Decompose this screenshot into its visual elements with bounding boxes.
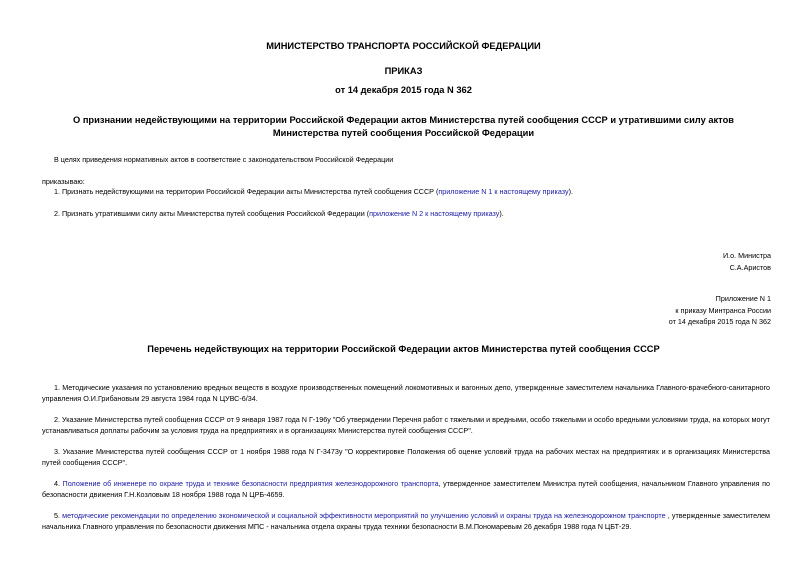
signature-block [723, 250, 771, 273]
appendix-item-3-text: 3. Указание Министерства путей сообщения СССР от 1 ноября 1988 года N Г-3473у "О корректировке Положения об оценке условий труда на рабочих местах на предприятиях и в организациях Министерства путей сообщения СССР". [42, 447, 770, 467]
order-word: приказываю: [42, 177, 85, 186]
signatory-position: И.о. Министра [722, 251, 771, 260]
appendix-title: Перечень недействующих на территории Российской Федерации актов Министерства путей сообщения СССР [147, 344, 660, 354]
appendix-item-5-rest: , утвержденные заместителем начальника Главного управления по безопасности движения МПС - начальника отдела охраны труда техники безопасности В.М.Пономаревым 26 декабря 1988 года N ЦБТ-29. [42, 511, 770, 531]
ministry-heading: МИНИСТЕРСТВО ТРАНСПОРТА РОССИЙСКОЙ ФЕДЕРАЦИИ [266, 41, 541, 51]
appendix-item-1-text: 1. Методические указания по установлению вредных веществ в воздухе производственных помещений локомотивных и вагонных депо, утвержденные заместителем начальника Главного-врачебного-санитарного управления О.И.Грибановым 29 августа 1984 года N ЦУВС-6/34. [42, 383, 770, 403]
appendix-1-link[interactable]: приложение N 1 к настоящему приказу [438, 187, 569, 196]
order-item-1-end: ). [568, 187, 573, 196]
order-date-number: от 14 декабря 2015 года N 362 [335, 85, 472, 95]
order-item-2-end: ). [499, 209, 504, 218]
appendix-item-5-prefix: 5. [54, 511, 63, 520]
appendix-ref-line-3: от 14 декабря 2015 года N 362 [668, 317, 771, 326]
appendix-item-4-rest: , утвержденное заместителем Министра путей сообщения, начальником Главного управления по безопасности движения Г.Н.Козловым 18 ноября 1988 года N ЦРБ-4659. [42, 479, 770, 499]
order-item-2 [54, 208, 774, 219]
appendix-item-3 [42, 446, 770, 468]
order-item-2-text: 2. Признать утратившими силу акты Министерства путей сообщения Российской Федерации ( [54, 209, 370, 218]
intro-paragraph: В целях приведения нормативных актов в соответствие с законодательством Российской Федерации [54, 155, 394, 164]
order-item-1-text: 1. Признать недействующими на территории Российской Федерации акты Министерства путей сообщения СССР ( [54, 187, 439, 196]
appendix-item-5 [42, 510, 770, 532]
appendix-item-4-link[interactable]: Положение об инженере по охране труда и технике безопасности предприятия железнодорожного транспорта [62, 479, 439, 488]
appendix-reference [669, 293, 771, 328]
appendix-item-1 [42, 382, 770, 404]
appendix-ref-line-2: к приказу Минтранса России [675, 305, 771, 315]
appendix-item-5-link[interactable]: методические рекомендации по определению экономической и социальной эффективности мероприятий по улучшению условий и охраны труда на железнодорожном транспорте [62, 511, 666, 520]
doc-type-heading: ПРИКАЗ [384, 66, 423, 76]
appendix-item-2-text: 2. Указание Министерства путей сообщения СССР от 9 января 1987 года N Г-196у "Об утверждении Перечня работ с тяжелыми и вредными, особо тяжелыми и особо вредными условиями труда, на которых могут устанавливаться доплаты рабочим за условия труда на предприятиях и в организациях Министерства путей сообщения СССР". [42, 415, 770, 435]
order-item-1 [54, 186, 774, 197]
appendix-item-2 [42, 414, 770, 436]
signatory-name: С.А.Аристов [729, 262, 771, 272]
appendix-ref-line-1: Приложение N 1 [715, 294, 771, 303]
appendix-item-4 [42, 478, 770, 500]
appendix-item-4-prefix: 4. [54, 479, 63, 488]
appendix-2-link[interactable]: приложение N 2 к настоящему приказу [369, 209, 500, 218]
order-title: О признании недействующими на территории Российской Федерации актов Министерства путей сообщения СССР и утратившими силу актов Министерства путей сообщения Российской Федерации [73, 115, 734, 138]
